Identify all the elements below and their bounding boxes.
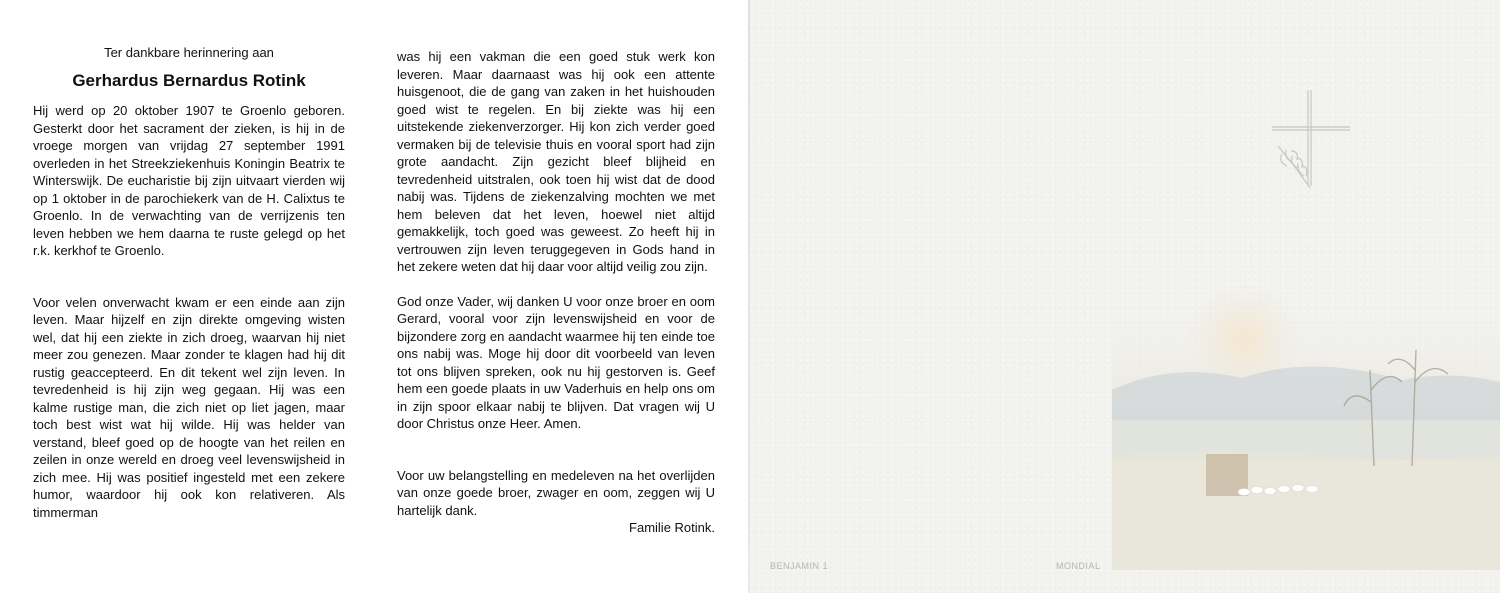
printer-mark-left: BENJAMIN 1 [770, 561, 829, 571]
thanks-paragraph: Voor uw belangstelling en medeleven na het overlijden van onze goede broer, zwager en oom, zeggen wij U hartelijk dank. [397, 467, 715, 518]
cross-with-palm-icon [1264, 88, 1354, 193]
tribute-continued-paragraph: was hij een vakman die een goed stuk werk kon leveren. Maar daarnaast was hij ook een attente huisgenoot, die de gang van zaken in het huishouden goed wist te regelen. En bij ziekte was hij een uitstekende ziekenverzorger. Hij kon zich verder goed vermaken bij de televisie thuis en vooral sport had zijn grote aandacht. Zijn gezicht bleef blijheid en tevredenheid uitstralen, ook toen hij wist dat de dood nabij was. Tijdens de ziekenzalving mochten we met hem beleven dat het leven, hoewel niet altijd gemakkelijk, toch goed was geweest. Zo heeft hij in vertrouwen zijn leven teruggegeven in Gods hand in het zekere weten dat hij daar voor altijd veilig zou zijn. [397, 49, 715, 274]
family-signature: Familie Rotink. [629, 520, 715, 535]
biography-paragraph: Hij werd op 20 oktober 1907 te Groenlo geboren. Gesterkt door het sacrament der zieken, is hij in de vroege morgen van vrijdag 27 september 1991 overleden in het Streekziekenhuis Koningin Beatrix te Winterswijk. De eucharistie bij zijn uitvaart vierden wij op 1 oktober in de parochiekerk van de H. Calixtus te Groenlo. In de verwachting van de verrijzenis ten leven hebben we hem daarna te ruste gelegd op het r.k. kerkhof te Groenlo. [33, 103, 345, 258]
card-fold [748, 0, 750, 593]
right-text-column [397, 48, 715, 537]
deceased-name: Gerhardus Bernardus Rotink [72, 70, 306, 90]
tribute-paragraph: Voor velen onverwacht kwam er een einde aan zijn leven. Maar hijzelf en zijn direkte omgeving wisten wel, dat hij een ziekte in zich droeg, waarvan hij niet meer zou genezen. Maar zonder te klagen had hij dit rustig geaccepteerd. En dit tekent wel zijn leven. In tevredenheid is hij zijn weg gegaan. Hij was een kalme rustige man, die zich niet op liet jagen, maar toch best wist wat hij wilde. Hij was helder van verstand, bleef goed op de hoogte van het reilen en zeilen in onze wereld en droeg veel levenswijsheid in zich mee. Hij was positief ingesteld met een zekere humor, waardoor hij ook kon relativeren. Als timmerman [33, 294, 345, 520]
prayer-paragraph: God onze Vader, wij danken U voor onze broer en oom Gerard, vooral voor zijn levenswijsheid en voor de bijzondere zorg en aandacht waarmee hij ten einde toe ons nabij was. Moge hij door dit voorbeeld van leven tot ons blijven spreken, ook nu hij gestorven is. Geef hem een goede plaats in uw Vaderhuis en help ons om in zijn spoor elkaar nabij te blijven. Dat vragen wij U door Christus onze Heer. Amen. [397, 293, 715, 431]
intro-line: Ter dankbare herinnering aan [104, 45, 274, 60]
left-text-column [33, 44, 345, 521]
pastel-landscape-image [1112, 270, 1500, 570]
printer-mark-right: MONDIAL [1056, 561, 1101, 571]
